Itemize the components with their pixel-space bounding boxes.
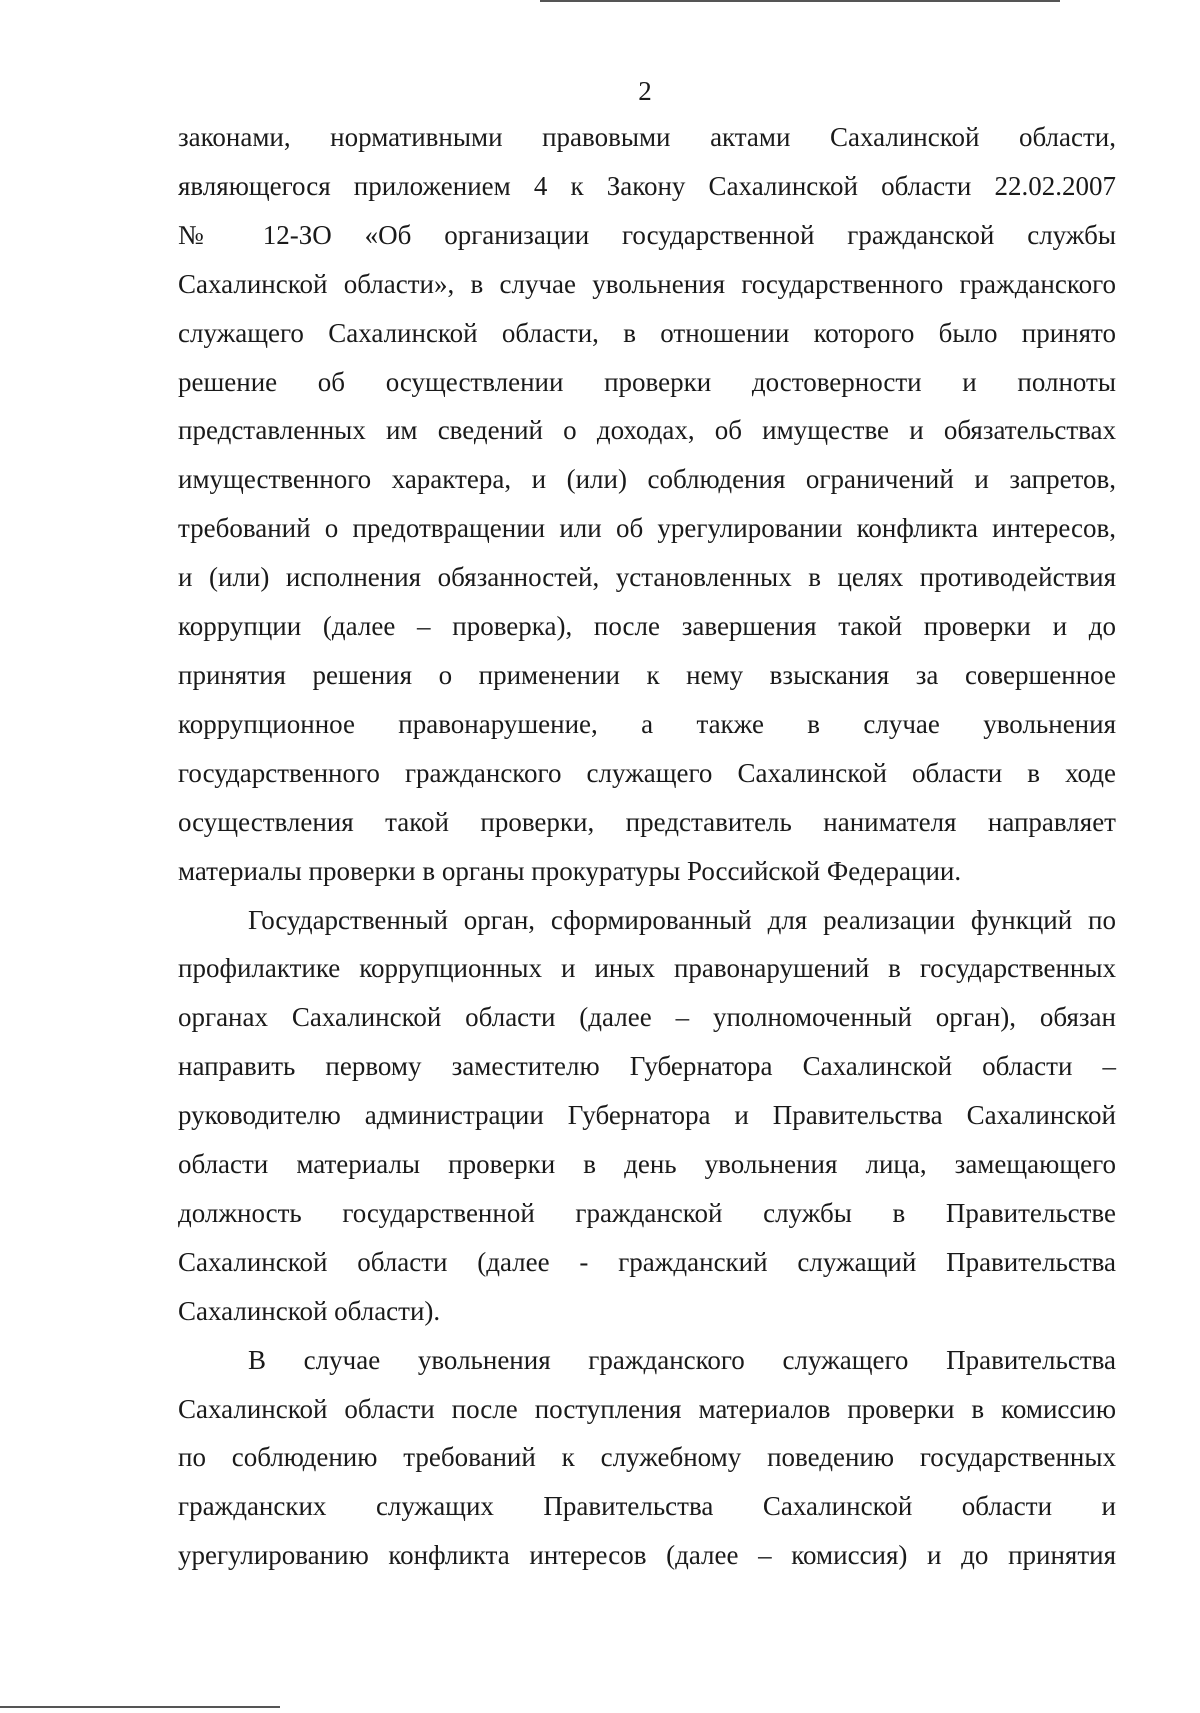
- text-line: материалы проверки в органы прокуратуры Российской Федерации.: [178, 855, 962, 886]
- text-line: по соблюдению требований к служебному поведению государственных: [178, 1442, 1116, 1473]
- text-line: коррупции (далее – проверка), после завершения такой проверки и до: [178, 611, 1116, 642]
- text-line: имущественного характера, и (или) соблюдения ограничений и запретов,: [178, 464, 1116, 495]
- text-line: служащего Сахалинской области, в отношении которого было принято: [178, 317, 1116, 348]
- text-line: решение об осуществлении проверки достоверности и полноты: [178, 366, 1116, 397]
- text-line: являющегося приложением 4 к Закону Сахалинской области 22.02.2007: [178, 170, 1116, 201]
- text-line: Сахалинской области», в случае увольнения государственного гражданского: [178, 268, 1116, 299]
- page-number: 2: [638, 76, 652, 106]
- text-line: профилактике коррупционных и иных правонарушений в государственных: [178, 953, 1116, 984]
- text-line: направить первому заместителю Губернатора Сахалинской области –: [178, 1051, 1116, 1082]
- scan-edge-line-bottom: [0, 1706, 280, 1708]
- text-line: представленных им сведений о доходах, об имуществе и обязательствах: [178, 415, 1116, 446]
- text-line: государственного гражданского служащего Сахалинской области в ходе: [178, 757, 1116, 788]
- text-line: Государственный орган, сформированный для реализации функций по: [248, 904, 1116, 935]
- paragraph-2: [178, 896, 1116, 1336]
- text-line: области материалы проверки в день увольнения лица, замещающего: [178, 1149, 1116, 1180]
- text-line: осуществления такой проверки, представитель нанимателя направляет: [178, 806, 1116, 837]
- text-line: коррупционное правонарушение, а также в случае увольнения: [178, 708, 1116, 739]
- text-line: № 12-ЗО «Об организации государственной гражданской службы: [178, 219, 1116, 250]
- text-line: должность государственной гражданской службы в Правительстве: [178, 1197, 1116, 1228]
- text-line: требований о предотвращении или об урегулировании конфликта интересов,: [178, 513, 1116, 544]
- text-line: принятия решения о применении к нему взыскания за совершенное: [178, 659, 1116, 690]
- text-line: руководителю администрации Губернатора и Правительства Сахалинской: [178, 1100, 1116, 1131]
- paragraph-1: [178, 113, 1116, 896]
- text-line: Сахалинской области (далее - гражданский служащий Правительства: [178, 1246, 1116, 1277]
- paragraph-3: [178, 1336, 1116, 1581]
- text-line: урегулированию конфликта интересов (далее – комиссия) и до принятия: [178, 1540, 1116, 1571]
- scan-edge-line-top: [540, 0, 1060, 2]
- text-line: органах Сахалинской области (далее – уполномоченный орган), обязан: [178, 1002, 1116, 1033]
- text-line: В случае увольнения гражданского служащего Правительства: [248, 1344, 1116, 1375]
- document-body: [178, 113, 1116, 1580]
- text-line: и (или) исполнения обязанностей, установленных в целях противодействия: [178, 562, 1116, 593]
- text-line: Сахалинской области после поступления материалов проверки в комиссию: [178, 1393, 1116, 1424]
- text-line: гражданских служащих Правительства Сахалинской области и: [178, 1491, 1116, 1522]
- text-line: законами, нормативными правовыми актами Сахалинской области,: [178, 122, 1116, 152]
- text-line: Сахалинской области).: [178, 1295, 441, 1326]
